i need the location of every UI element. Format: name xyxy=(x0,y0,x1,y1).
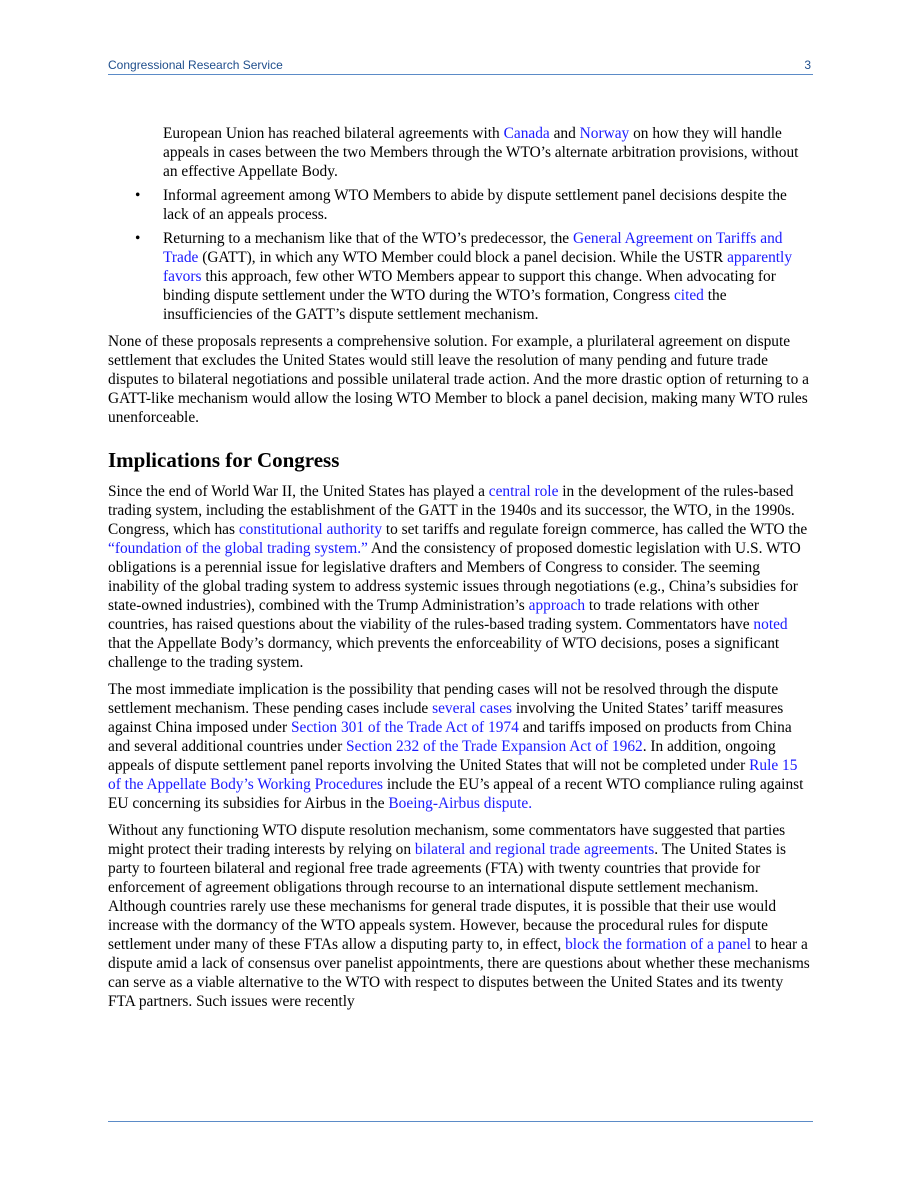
link-bilateral-regional-agreements[interactable]: bilateral and regional trade agreements xyxy=(414,841,655,858)
text-run: include the EU’s appeal of a recent WTO compliance ruling against EU concerning its subsidies for Airbus in the xyxy=(108,776,804,812)
bullet-list xyxy=(108,186,813,324)
text-run: that the Appellate Body’s dormancy, which prevents the enforceability of WTO decisions, poses a significant challenge to the trading system. xyxy=(108,635,780,671)
link-constitutional-authority[interactable]: constitutional authority xyxy=(238,521,383,538)
link-norway[interactable]: Norway xyxy=(579,125,630,142)
text-run: Returning to a mechanism like that of the WTO’s predecessor, the xyxy=(163,230,573,247)
text-run: . In addition, ongoing appeals of dispute settlement panel reports involving the United States that will not be completed under xyxy=(108,738,776,774)
link-section-301[interactable]: Section 301 of the Trade Act of 1974 xyxy=(290,719,519,736)
text-run: to trade relations with other countries, has raised questions about the viability of the rules-based trading system. Commentators have xyxy=(108,597,760,633)
text-run: the insufficiencies of the GATT’s dispute settlement mechanism. xyxy=(163,287,727,323)
text-run: to hear a dispute amid a lack of consensus over panelist appointments, there are questions about whether these mechanisms can serve as a viable alternative to the WTO with respect to disputes between the United States and its twenty FTA partners. Such issues were recently xyxy=(108,936,810,1010)
link-section-232[interactable]: Section 232 of the Trade Expansion Act of 1962 xyxy=(346,738,643,755)
text-run: in the development of the rules-based trading system, including the establishment of the GATT in the 1940s and its successor, the WTO, in the 1990s. Congress, which has xyxy=(108,483,795,538)
footer-rule xyxy=(108,1121,813,1122)
link-cited[interactable]: cited xyxy=(673,287,704,304)
link-block-panel[interactable]: block the formation of a panel xyxy=(565,936,752,953)
text-run: . The United States is party to fourteen bilateral and regional free trade agreements (FTA) with twenty countries that provide for enforcement of agreement obligations through recourse to an international dispute settlement mechanism. Although countries rarely use these mechanisms for general trade disputes, it is possible that their use would increase with the dormancy of the WTO appeals system. However, because the procedural rules for dispute settlement under many of these FTAs allow a disputing party to, in effect, xyxy=(108,841,786,953)
text-run: this approach, few other WTO Members appear to support this change. When advocating for binding dispute settlement under the WTO during the WTO’s formation, Congress xyxy=(163,268,776,304)
link-several-cases[interactable]: several cases xyxy=(432,700,513,717)
link-foundation-quote[interactable]: “foundation of the global trading system.” xyxy=(108,540,368,557)
text-run: to set tariffs and regulate foreign commerce, has called the WTO the xyxy=(382,521,808,538)
link-central-role[interactable]: central role xyxy=(488,483,559,500)
header-organization: Congressional Research Service xyxy=(108,58,283,72)
text-run: Informal agreement among WTO Members to abide by dispute settlement panel decisions despite the lack of an appeals process. xyxy=(163,187,787,223)
bullet-item-gatt-mechanism xyxy=(108,229,813,324)
paragraph-proposals: None of these proposals represents a comprehensive solution. For example, a plurilateral agreement on dispute settlement that excludes the United States would still leave the resolution of many pending and future trade disputes to bilateral negotiations and possible unilateral trade action. And the more drastic option of returning to a GATT-like mechanism would allow the losing WTO Member to block a panel decision, making many WTO rules unenforceable. xyxy=(108,333,809,426)
bullet-icon: • xyxy=(135,187,141,204)
text-run: The most immediate implication is the possibility that pending cases will not be resolved through the dispute settlement mechanism. These pending cases include xyxy=(108,681,779,717)
text-run: and tariffs imposed on products from China and several additional countries under xyxy=(108,719,792,755)
text-run: on how they will handle appeals in cases between the two Members through the WTO’s alternate arbitration provisions, without an effective Appellate Body. xyxy=(163,125,799,180)
bullet-icon: • xyxy=(135,230,141,247)
text-run: (GATT), in which any WTO Member could block a panel decision. While the USTR xyxy=(198,249,728,266)
page-content xyxy=(108,124,813,1019)
link-approach[interactable]: approach xyxy=(528,597,586,614)
section-heading: Implications for Congress xyxy=(108,448,340,472)
page-header xyxy=(108,58,813,75)
text-run: Since the end of World War II, the United States has played a xyxy=(108,483,489,500)
text-run: European Union has reached bilateral agreements with xyxy=(163,125,504,142)
link-rule-15[interactable]: Rule 15 of the Appellate Body’s Working Procedures xyxy=(108,757,798,793)
continued-bullet-paragraph xyxy=(108,124,813,181)
link-apparently-favors[interactable]: apparently favors xyxy=(163,249,793,285)
page-number: 3 xyxy=(804,58,811,72)
link-canada[interactable]: Canada xyxy=(503,125,550,142)
text-run: involving the United States’ tariff measures against China imposed under xyxy=(108,700,784,736)
text-run: Without any functioning WTO dispute resolution mechanism, some commentators have suggested that parties might protect their trading interests by relying on xyxy=(108,822,786,858)
text-run: and xyxy=(549,125,580,142)
text-run: And the consistency of proposed domestic legislation with U.S. WTO obligations is a perennial issue for legislative drafters and Members of Congress to consider. The seeming inability of the global trading system to address systemic issues through negotiations (e.g., China’s subsidies for state-owned industries), combined with the Trump Administration’s xyxy=(108,540,801,614)
link-boeing-airbus[interactable]: Boeing-Airbus dispute. xyxy=(388,795,533,812)
link-gatt[interactable]: General Agreement on Tariffs and Trade xyxy=(163,230,783,266)
paragraph-immediate-implication xyxy=(108,680,813,813)
bullet-item-informal-agreement xyxy=(108,186,813,224)
paragraph-without-mechanism xyxy=(108,821,813,1011)
link-noted[interactable]: noted xyxy=(753,616,788,633)
paragraph-since-ww2 xyxy=(108,482,813,672)
